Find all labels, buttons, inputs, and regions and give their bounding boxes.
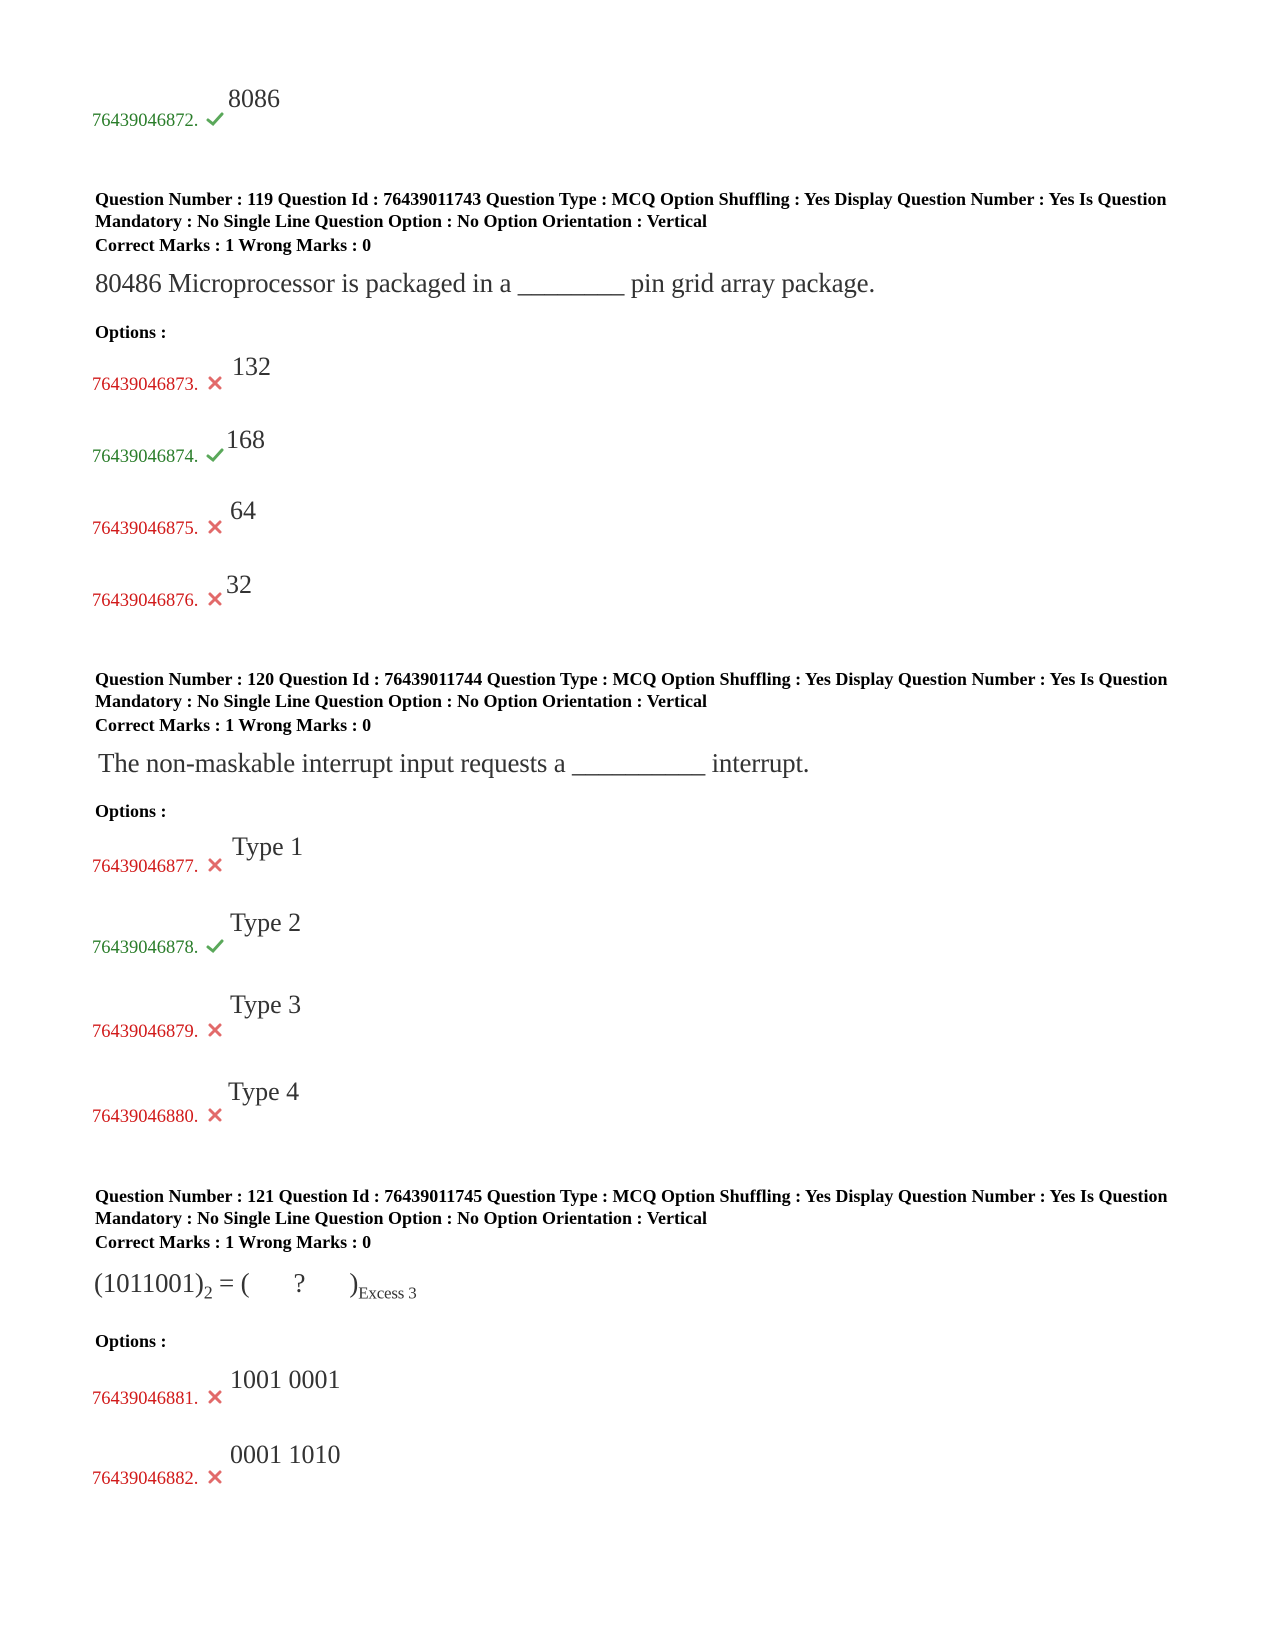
code-subscript: Excess 3 — [358, 1283, 417, 1303]
question-meta: Question Number : 119 Question Id : 76439011743 Question Type : MCQ Option Shuffling : Yes Display Question Number : Yes Is Question Mandatory : No Single Line Question Option : No Option Orientation : Vertical — [95, 189, 1167, 231]
question-meta: Question Number : 120 Question Id : 76439011744 Question Type : MCQ Option Shuffling : Yes Display Question Number : Yes Is Question Mandatory : No Single Line Question Option : No Option Orientation : Vertical — [95, 669, 1168, 711]
option-row — [92, 1468, 224, 1490]
base-subscript: 2 — [203, 1282, 213, 1303]
option-row — [92, 446, 224, 468]
cross-icon — [206, 1468, 224, 1486]
cross-icon — [206, 856, 224, 874]
option-answer: 168 — [226, 425, 265, 454]
question-marks: Correct Marks : 1 Wrong Marks : 0 — [95, 715, 372, 735]
option-id: 76439046875. — [92, 519, 199, 539]
options-label: Options : — [95, 801, 167, 821]
option-answer: Type 3 — [230, 990, 302, 1019]
equals-open: = ( — [212, 1268, 250, 1298]
option-row — [92, 374, 224, 396]
option-row — [92, 1106, 224, 1128]
checkmark-icon — [206, 110, 224, 128]
option-id: 76439046874. — [92, 447, 199, 467]
options-label: Options : — [95, 322, 167, 342]
cross-icon — [206, 1388, 224, 1406]
option-id: 76439046877. — [92, 857, 199, 877]
option-row — [92, 856, 224, 878]
option-answer: 64 — [230, 496, 256, 525]
cross-icon — [206, 518, 224, 536]
question-text — [94, 1268, 417, 1303]
option-id: 76439046882. — [92, 1469, 199, 1489]
option-id: 76439046878. — [92, 938, 199, 958]
option-id: 76439046873. — [92, 375, 199, 395]
option-answer: 8086 — [228, 84, 280, 113]
checkmark-icon — [206, 937, 224, 955]
option-answer: Type 1 — [232, 832, 304, 861]
options-label: Options : — [95, 1331, 167, 1351]
option-answer: 132 — [232, 352, 271, 381]
option-row — [92, 110, 224, 132]
question-text: The non-maskable interrupt input requests a __________ interrupt. — [98, 748, 810, 778]
option-answer: Type 2 — [230, 908, 302, 937]
option-id: 76439046876. — [92, 591, 199, 611]
cross-icon — [206, 374, 224, 392]
option-row — [92, 518, 224, 540]
question-marks: Correct Marks : 1 Wrong Marks : 0 — [95, 1232, 372, 1252]
cross-icon — [206, 590, 224, 608]
cross-icon — [206, 1021, 224, 1039]
option-row — [92, 590, 224, 612]
question-text: 80486 Microprocessor is packaged in a ________ pin grid array package. — [95, 268, 876, 298]
close-paren: ) — [349, 1268, 359, 1298]
cross-icon — [206, 1106, 224, 1124]
option-id: 76439046872. — [92, 111, 199, 131]
option-row — [92, 1021, 224, 1043]
option-answer: 1001 0001 — [230, 1365, 341, 1394]
option-answer: 0001 1010 — [230, 1440, 341, 1469]
option-id: 76439046879. — [92, 1022, 199, 1042]
option-id: 76439046881. — [92, 1389, 199, 1409]
option-answer: 32 — [226, 570, 252, 599]
option-answer: Type 4 — [228, 1077, 300, 1106]
unknown-mark: ? — [293, 1268, 306, 1298]
option-row — [92, 1388, 224, 1410]
question-meta: Question Number : 121 Question Id : 76439011745 Question Type : MCQ Option Shuffling : Yes Display Question Number : Yes Is Question Mandatory : No Single Line Question Option : No Option Orientation : Vertical — [95, 1186, 1168, 1228]
question-marks: Correct Marks : 1 Wrong Marks : 0 — [95, 235, 372, 255]
checkmark-icon — [206, 446, 224, 464]
option-row — [92, 937, 224, 959]
option-id: 76439046880. — [92, 1107, 199, 1127]
binary-number: (1011001) — [94, 1268, 204, 1298]
